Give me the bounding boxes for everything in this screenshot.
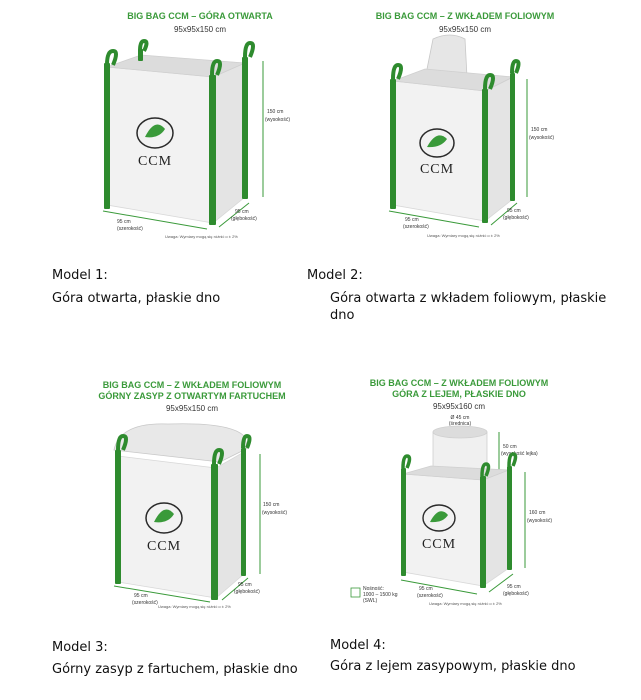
width-sub: (szerokość): [117, 226, 143, 232]
image-title: BIG BAG CCM – GÓRA OTWARTA: [127, 11, 273, 21]
product-image-model-3: [80, 378, 310, 608]
model-2-label: Model 2:: [307, 268, 363, 283]
image-size: 95x95x160 cm: [432, 402, 486, 411]
model-4-label: Model 4:: [330, 638, 386, 653]
image-size: 95x95x150 cm: [438, 25, 492, 34]
depth-sub: (głębokość): [234, 589, 260, 595]
spout-height-sub: (wysokość lejka): [501, 451, 538, 457]
image-title-line-1: BIG BAG CCM – Z WKŁADEM FOLIOWYM: [369, 378, 549, 388]
model-2-description: Góra otwarta z wkładem foliowym, płaskie dno: [330, 291, 607, 323]
model-3-label: Model 3:: [52, 640, 108, 655]
dimension-note: Uwaga: Wymiary mogą się różnić o ± 2%: [429, 601, 502, 606]
svg-text:CCM: CCM: [146, 539, 182, 554]
spout-diameter-sub: (średnica): [448, 421, 472, 427]
model-3-description: Górny zasyp z fartuchem, płaskie dno: [52, 662, 298, 677]
big-bag-illustration: [85, 5, 315, 239]
model-4-description: Góra z lejem zasypowym, płaskie dno: [330, 659, 576, 674]
svg-text:(SWL): (SWL): [363, 598, 378, 604]
big-bag-illustration: [355, 5, 585, 238]
model-1-label: Model 1:: [52, 268, 108, 283]
depth-label: 95 cm: [235, 209, 249, 215]
depth-label: 95 cm: [238, 582, 252, 588]
capacity-info: [351, 586, 398, 604]
depth-label: 95 cm: [507, 208, 521, 214]
image-title-line-1: BIG BAG CCM – Z WKŁADEM FOLIOWYM: [102, 380, 282, 390]
depth-sub: (głębokość): [231, 216, 257, 222]
width-label: 95 cm: [419, 586, 433, 592]
height-sub: (wysokość): [262, 510, 288, 516]
width-sub: (szerokość): [132, 600, 158, 606]
svg-text:CCM: CCM: [137, 154, 173, 169]
dimension-note: Uwaga: Wymiary mogą się różnić o ± 2%: [165, 234, 238, 239]
spout-diameter-label: Ø 45 cm: [450, 415, 470, 421]
width-sub: (szerokość): [417, 593, 443, 599]
svg-text:CCM: CCM: [419, 162, 455, 177]
image-size: 95x95x150 cm: [165, 404, 219, 413]
width-label: 95 cm: [405, 217, 419, 223]
image-size: 95x95x150 cm: [173, 25, 227, 34]
svg-text:1000 – 1500 kg: 1000 – 1500 kg: [363, 592, 398, 598]
model-1-description: Góra otwarta, płaskie dno: [52, 291, 221, 306]
height-label: 160 cm: [529, 510, 546, 516]
product-image-model-1: [85, 5, 315, 239]
height-sub: (wysokość): [529, 135, 555, 141]
big-bag-illustration: [80, 378, 310, 608]
height-sub: (wysokość): [527, 518, 553, 524]
height-label: 150 cm: [531, 127, 548, 133]
width-sub: (szerokość): [403, 224, 429, 230]
image-title-line-2: GÓRA Z LEJEM, PŁASKIE DNO: [392, 389, 526, 399]
image-title: BIG BAG CCM – Z WKŁADEM FOLIOWYM: [375, 11, 555, 21]
product-image-model-2: [355, 5, 585, 238]
dimension-note: Uwaga: Wymiary mogą się różnić o ± 2%: [158, 604, 231, 609]
depth-sub: (głębokość): [503, 591, 529, 597]
svg-text:Nośność:: Nośność:: [363, 586, 384, 592]
height-label: 150 cm: [263, 502, 280, 508]
height-sub: (wysokość): [265, 117, 291, 123]
product-image-model-4: [347, 376, 582, 606]
height-label: 150 cm: [267, 109, 284, 115]
width-label: 95 cm: [134, 593, 148, 599]
depth-label: 95 cm: [507, 584, 521, 590]
svg-text:CCM: CCM: [421, 537, 457, 552]
width-label: 95 cm: [117, 219, 131, 225]
spout-height-label: 50 cm: [503, 444, 517, 450]
big-bag-illustration: [347, 376, 582, 606]
depth-sub: (głębokość): [503, 215, 529, 221]
dimension-note: Uwaga: Wymiary mogą się różnić o ± 2%: [427, 233, 500, 238]
image-title-line-2: GÓRNY ZASYP Z OTWARTYM FARTUCHEM: [98, 391, 286, 401]
